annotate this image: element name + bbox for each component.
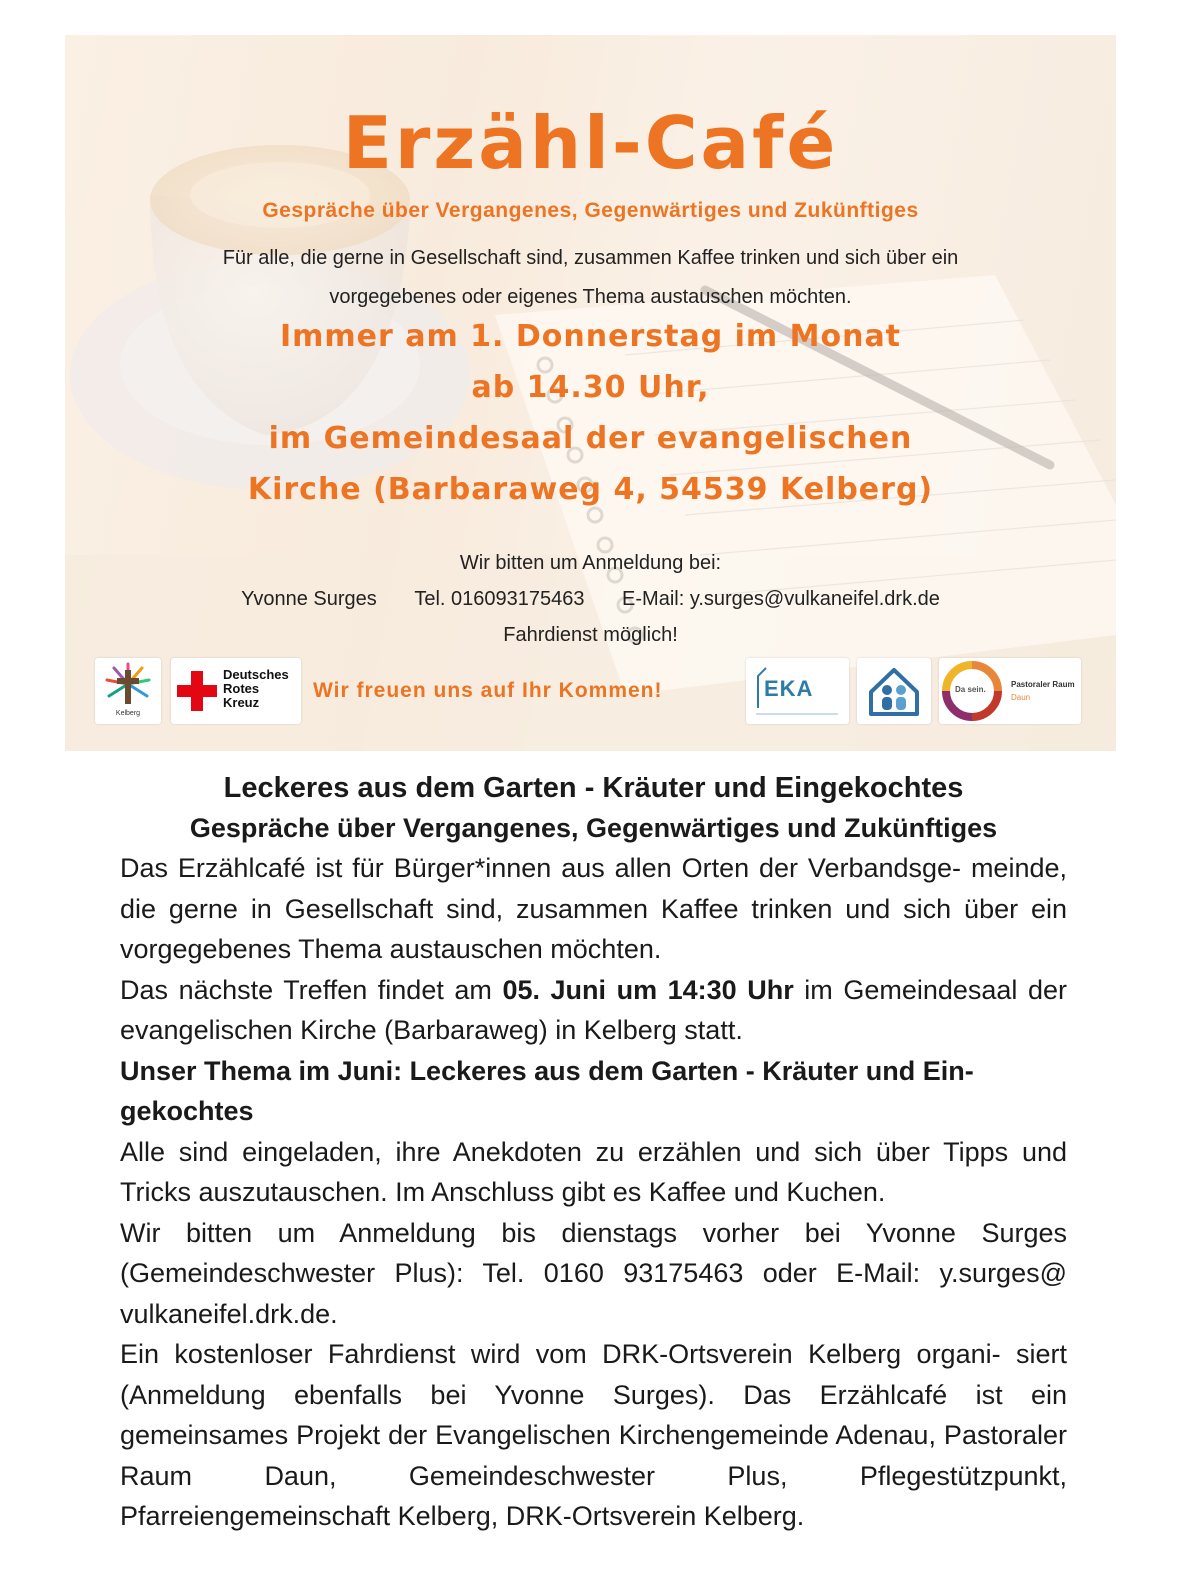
drk-logo (171, 658, 301, 724)
article-paragraph: Das Erzählcafé ist für Bürger*innen aus allen Orten der Verbandsge- meinde, die gerne in Gesellschaft sind, zusammen Kaffee trinken und sich über ein vorgegebenes Thema austauschen möchten. (120, 853, 1067, 964)
house-family-icon (857, 658, 931, 724)
kelberg-parish-logo (95, 658, 161, 724)
contact-row (65, 581, 1116, 617)
pastoral-name: Pastoraler Raum (1011, 680, 1075, 689)
transport-note: Fahrdienst möglich! (503, 624, 678, 646)
drk-line: Rotes (223, 681, 260, 696)
pastoraler-raum-logo (939, 658, 1081, 724)
flyer-date-block (65, 311, 1116, 515)
registration-heading: Wir bitten um Anmeldung bei: (459, 552, 722, 574)
meeting-text-before: Das nächste Treffen findet am (120, 974, 503, 1005)
eka-wordmark: EKA (764, 676, 814, 701)
article-title: Leckeres aus dem Garten - Kräuter und Eingekochtes (223, 772, 964, 804)
drk-line: Deutsches (223, 667, 289, 682)
flyer-date-line: ab 14.30 Uhr, (471, 370, 710, 405)
logo-bar (65, 655, 1116, 729)
eka-logo (746, 658, 849, 724)
welcome-message: Wir freuen uns auf Ihr Kommen! (313, 679, 663, 702)
drk-wordmark (223, 668, 289, 710)
flyer-date-line: im Gemeindesaal der evangelischen (268, 421, 913, 456)
flyer-registration (65, 545, 1116, 653)
flyer (65, 35, 1116, 751)
flyer-subtitle: Gespräche über Vergangenes, Gegenwärtiges und Zukünftiges (262, 199, 919, 222)
article-paragraph: Ein kostenloser Fahrdienst wird vom DRK-Ortsverein Kelberg organi- siert (Anmeldung ebenfalls bei Yvonne Surges). Das Erzählcafé ist ein gemeinsames Projekt der Evangelischen Kirchengemeinde Adenau, Pastoraler Raum Daun, Gemeindeschwester Plus, Pflegestützpunkt, Pfarreiengemeinschaft Kelberg, DRK-Ortsverein Kelberg. (120, 1339, 1067, 1531)
flyer-intro-line: Für alle, die gerne in Gesellschaft sind, zusammen Kaffee trinken und sich über ein (222, 247, 959, 269)
article-body (120, 848, 1067, 1537)
article-subtitle: Gespräche über Vergangenes, Gegenwärtiges und Zukünftiges (189, 813, 998, 843)
flyer-intro (125, 239, 1056, 317)
cross-icon (95, 658, 161, 710)
flyer-intro-line: vorgegebenes oder eigenes Thema austauschen möchten. (329, 286, 852, 308)
article-paragraph-meeting (120, 970, 1067, 1051)
theme-heading: Unser Thema im Juni: Leckeres aus dem Garten - Kräuter und Ein- gekochtes (120, 1055, 974, 1126)
meeting-text-after: im Gemeindesaal der evangelischen Kirche (Barbaraweg) in Kelberg statt. (120, 974, 1067, 1045)
contact-name: Yvonne Surges (241, 588, 377, 610)
pastoral-place: Daun (1011, 693, 1031, 702)
article-paragraph: Wir bitten um Anmeldung bis dienstags vorher bei Yvonne Surges (Gemeindeschwester Plus): Tel. 0160 93175463 oder E-Mail: y.surges@ vulkaneifel.drk.de. (120, 1217, 1067, 1329)
flyer-date-line: Immer am 1. Donnerstag im Monat (279, 319, 902, 354)
gemeindeschwester-logo (857, 658, 931, 724)
article (120, 768, 1067, 1537)
drk-line: Kreuz (223, 695, 260, 710)
pastoral-tagline: Da sein. (955, 685, 986, 694)
contact-email: E-Mail: y.surges@vulkaneifel.drk.de (622, 588, 940, 610)
kelberg-label: Kelberg (115, 710, 141, 717)
flyer-date-line: Kirche (Barbaraweg 4, 54539 Kelberg) (247, 472, 934, 507)
red-cross-icon (175, 658, 221, 724)
meeting-date: 05. Juni um 14:30 Uhr (502, 974, 794, 1005)
flyer-title: Erzähl-Café (342, 101, 839, 185)
contact-phone: Tel. 016093175463 (414, 588, 585, 610)
article-paragraph: Alle sind eingeladen, ihre Anekdoten zu erzählen und sich über Tipps und Tricks auszutauschen. Im Anschluss gibt es Kaffee und Kuchen. (120, 1136, 1067, 1207)
